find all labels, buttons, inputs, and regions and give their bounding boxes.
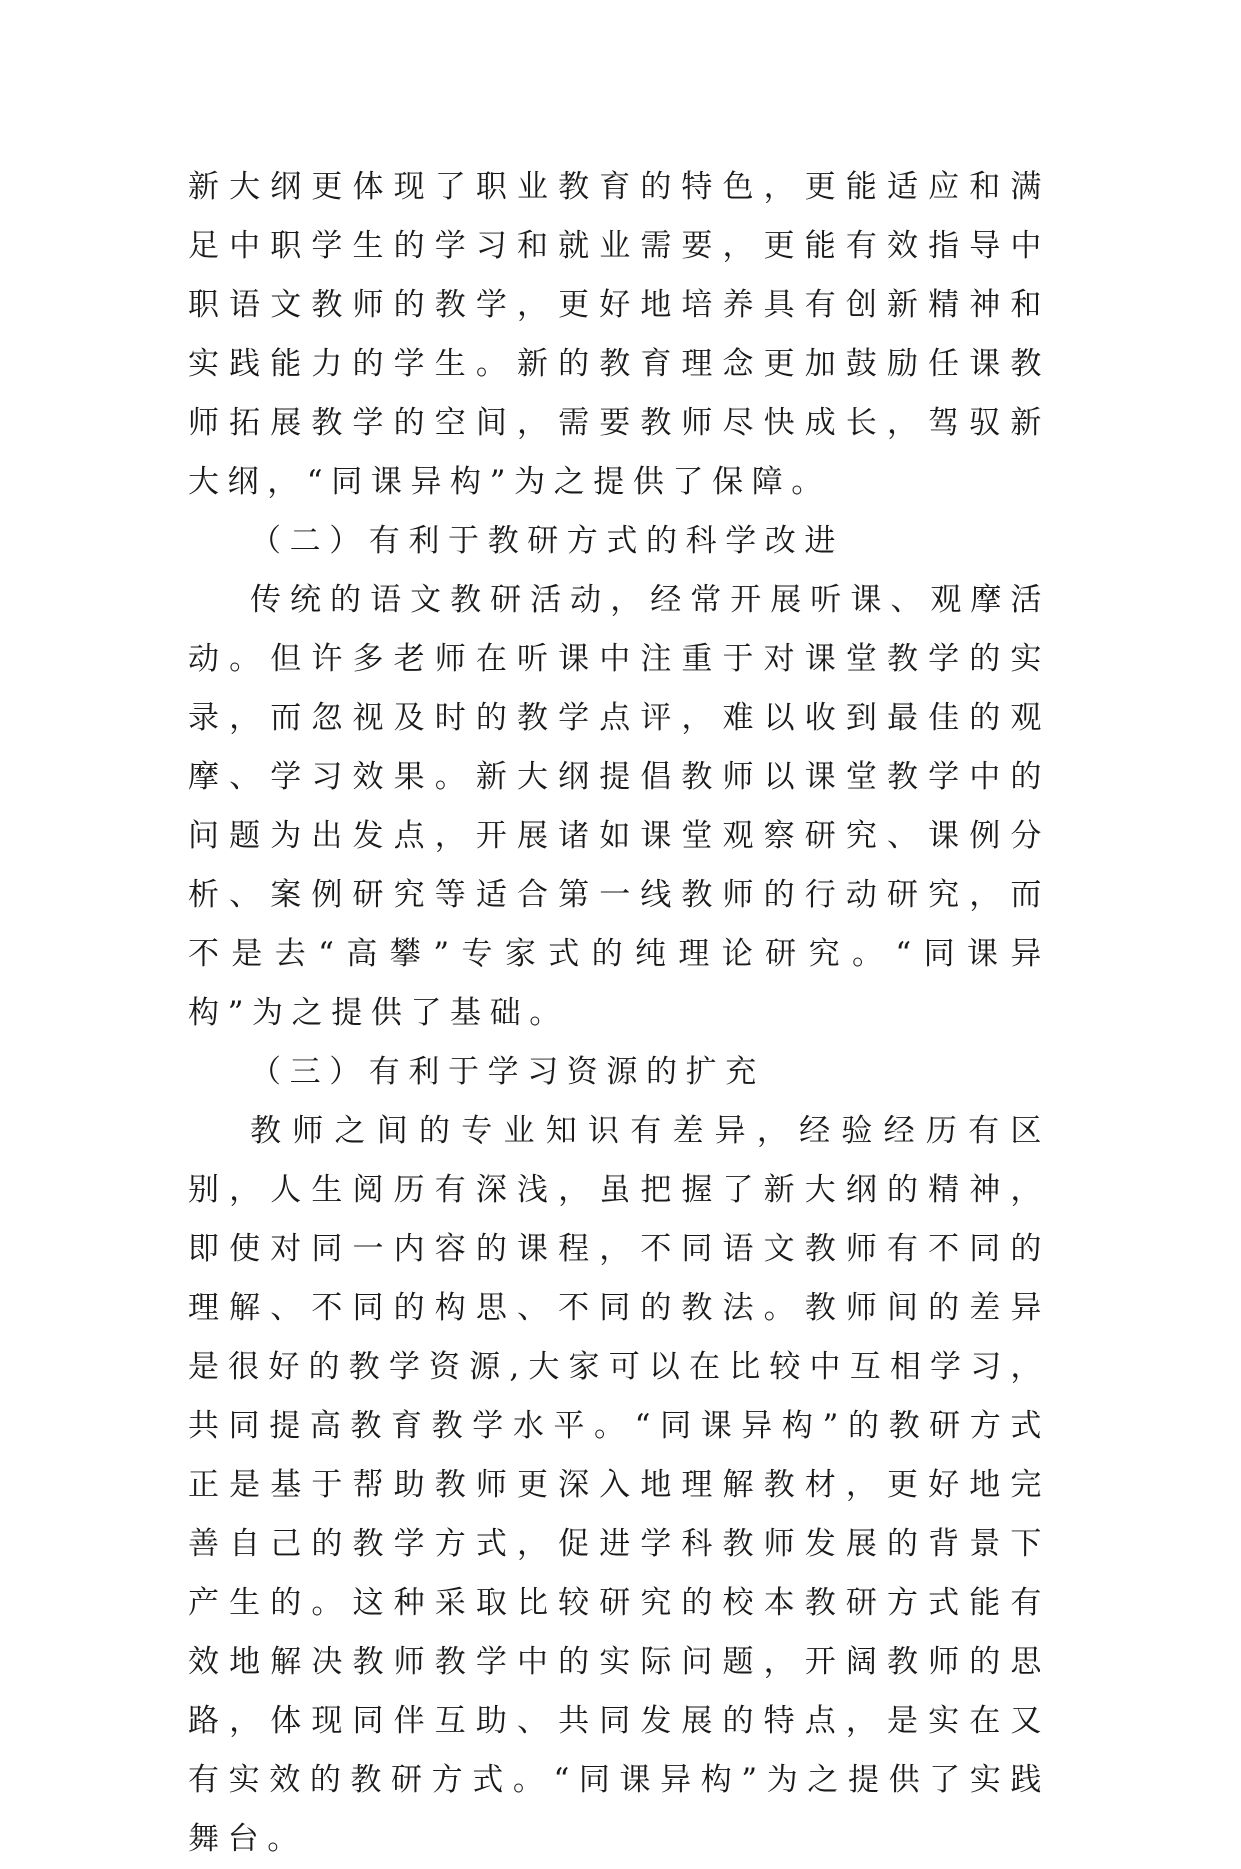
- section-heading-2: （二）有利于教研方式的科学改进: [250, 523, 844, 559]
- document-body: [188, 158, 1050, 1869]
- paragraph-learning-resources: 教师之间的专业知识有差异，经验经历有区别，人生阅历有深浅，虽把握了新大纲的精神，即使对同一内容的课程，不同语文教师有不同的理解、不同的构思、不同的教法。教师间的差异是很好的教学资源,大家可以在比较中互相学习，共同提高教育教学水平。“同课异构”的教研方式正是基于帮助教师更深入地理解教材，更好地完善自己的教学方式，促进学科教师发展的背景下产生的。这种采取比较研究的校本教研方式能有效地解决教师教学中的实际问题，开阔教师的思路，体现同伴互助、共同发展的特点，是实在又有实效的教研方式。“同课异构”为之提供了实践舞台。: [188, 1113, 1050, 1857]
- paragraph-research-methods: 传统的语文教研活动，经常开展听课、观摩活动。但许多老师在听课中注重于对课堂教学的实录，而忽视及时的教学点评，难以收到最佳的观摩、学习效果。新大纲提倡教师以课堂教学中的问题为出发点，开展诸如课堂观察研究、课例分析、案例研究等适合第一线教师的行动研究，而不是去“高攀”专家式的纯理论研究。“同课异构”为之提供了基础。: [188, 582, 1050, 1031]
- section-heading-3: （三）有利于学习资源的扩充: [250, 1054, 765, 1090]
- paragraph-continuation: 新大纲更体现了职业教育的特色，更能适应和满足中职学生的学习和就业需要，更能有效指导中职语文教师的教学，更好地培养具有创新精神和实践能力的学生。新的教育理念更加鼓励任课教师拓展教学的空间，需要教师尽快成长，驾驭新大纲，“同课异构”为之提供了保障。: [188, 169, 1050, 500]
